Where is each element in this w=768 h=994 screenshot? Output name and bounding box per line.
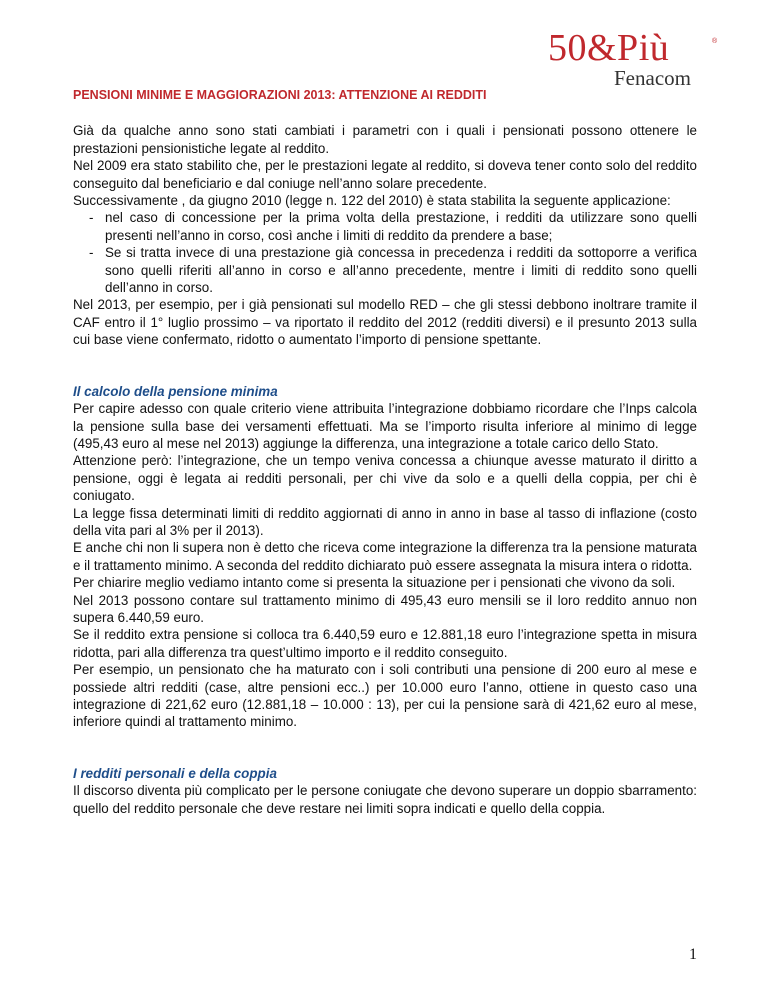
section-heading-pensione-minima: Il calcolo della pensione minima xyxy=(73,383,278,399)
section1-paragraph: Nel 2013 possono contare sul trattamento minimo di 495,43 euro mensili se il loro reddito annuo non supera 6.440,59 euro. xyxy=(73,592,697,625)
section1-paragraph: Per chiarire meglio vediamo intanto come si presenta la situazione per i pensionati che vivono da soli. xyxy=(73,575,676,591)
red-model-paragraph: Nel 2013, per esempio, per i già pensionati sul modello RED – che gli stessi debbono inoltrare tramite il CAF entro il 1° luglio prossimo – va riportato il reddito del 2012 (redditi diversi) e il presunto 2013 sulla cui base viene confermato, ridotto o aumentato l’importo di pensione spettante. xyxy=(73,297,697,348)
dash-bullet: - xyxy=(89,210,94,226)
section1-paragraph: Se il reddito extra pensione si colloca tra 6.440,59 euro e 12.881,18 euro l’integrazione spetta in misura ridotta, pari alla differenza tra quest’ultimo importo e il reddito conseguito. xyxy=(73,627,697,660)
section1-paragraph: Per capire adesso con quale criterio viene attribuita l’integrazione dobbiamo ricordare che l’Inps calcola la pensione sulla base dei versamenti effettuati. Ma se l’importo risulta inferiore al minimo di legge (495,43 euro al mese nel 2013) aggiunge la differenza, una integrazione a totale carico dello Stato. xyxy=(73,401,697,451)
registered-mark: ® xyxy=(712,38,718,45)
document-body xyxy=(73,87,697,817)
dash-bullet: - xyxy=(89,245,94,261)
intro-paragraph-1: Già da qualche anno sono stati cambiati i parametri con i quali i pensionati possono ottenere le prestazioni pensionistiche legate al reddito. xyxy=(73,123,697,156)
list-item-text: nel caso di concessione per la prima volta della prestazione, i redditi da utilizzare sono quelli presenti nell’anno in corso, così anche i limiti di reddito da prendere a base; xyxy=(105,210,697,243)
section-heading-redditi-coppia: I redditi personali e della coppia xyxy=(73,765,277,781)
intro-paragraph-2: Nel 2009 era stato stabilito che, per le prestazioni legate al reddito, si doveva tener conto solo del reddito conseguito dal beneficiario e dal coniuge nell’anno solare precedente. xyxy=(73,158,697,191)
logo-wordmark: 50&Più xyxy=(548,27,670,69)
section2-paragraph: Il discorso diventa più complicato per le persone coniugate che devono superare un doppio sbarramento: quello del reddito personale che deve restare nei limiti sopra indicati e quello della coppia. xyxy=(73,783,697,816)
list-item-text: Se si tratta invece di una prestazione già concessa in precedenza i redditi da sottoporre a verifica sono quelli riferiti all’anno in corso e all’anno precedente, mentre i limiti di reddito sono quelli dell’anno in corso. xyxy=(105,245,697,296)
section1-paragraph: E anche chi non li supera non è detto che riceva come integrazione la differenza tra la pensione maturata e il trattamento minimo. A seconda del reddito dichiarato può essere assegnata la misura intera o ridotta. xyxy=(73,540,697,573)
section1-paragraph: Per esempio, un pensionato che ha maturato con i soli contributi una pensione di 200 euro al mese e possiede altri redditi (case, altre pensioni ecc..) per 10.000 euro l’anno, ottiene in questo caso una integrazione di 221,62 euro (12.881,18 – 10.000 : 13), per cui la pensione sarà di 421,62 euro al mese, inferiore quindi al trattamento minimo. xyxy=(73,662,697,730)
logo-50-piu-fenacom xyxy=(548,28,728,92)
list-item xyxy=(73,244,697,296)
document-title: PENSIONI MINIME E MAGGIORAZIONI 2013: ATTENZIONE AI REDDITI xyxy=(73,88,487,102)
page-number: 1 xyxy=(689,946,697,963)
dash-list xyxy=(73,209,697,296)
section1-paragraph: La legge fissa determinati limiti di reddito aggiornati di anno in anno in base al tasso di inflazione (costo della vita pari al 3% per il 2013). xyxy=(73,505,697,538)
intro-paragraph-3: Successivamente , da giugno 2010 (legge n. 122 del 2010) è stata stabilita la seguente applicazione: xyxy=(73,193,671,209)
list-item xyxy=(73,209,697,244)
logo-subtitle: Fenacom xyxy=(614,66,691,90)
section1-paragraph: Attenzione però: l’integrazione, che un tempo veniva concessa a chiunque avesse maturato il diritto a pensione, oggi è legata ai redditi personali, per chi vive da solo e a quelli della coppia, per chi è coniugato. xyxy=(73,453,697,504)
